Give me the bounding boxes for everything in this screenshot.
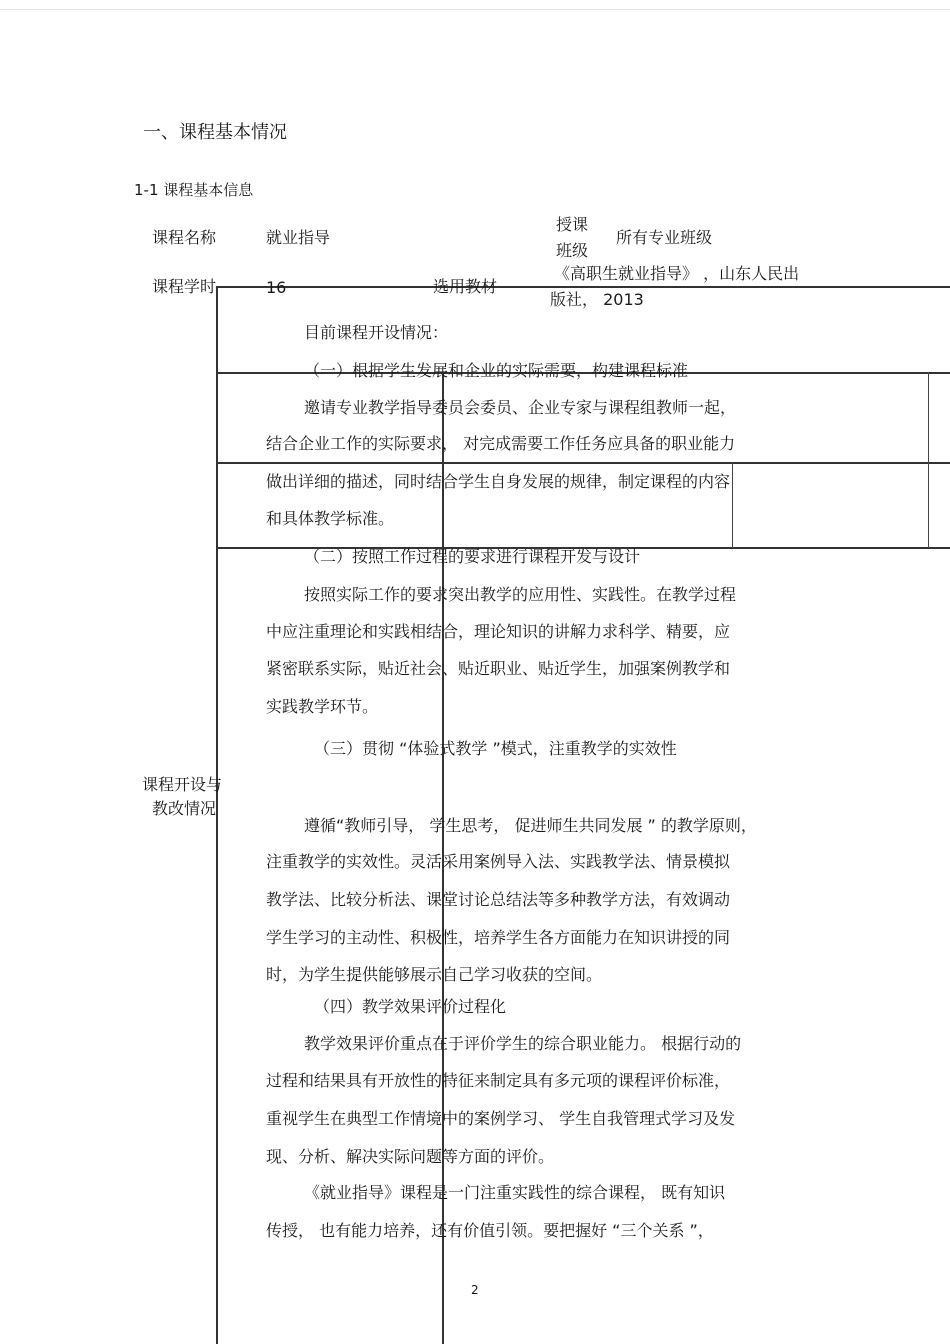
- body-line: 传授， 也有能力培养，还有价值引领。要把握好 “三个关系 ”，: [266, 1221, 714, 1240]
- textbook-label: 选用教材: [433, 277, 498, 296]
- page-number: 2: [471, 1283, 479, 1297]
- class-value: 所有专业班级: [616, 228, 713, 247]
- body-line: 注重教学的实效性。灵活采用案例导入法、实践教学法、情景模拟: [266, 852, 731, 871]
- body-line: 《就业指导》课程是一门注重实践性的综合课程， 既有知识: [304, 1183, 726, 1202]
- course-name-label: 课程名称: [152, 228, 217, 247]
- body-line: 按照实际工作的要求突出教学的应用性、实践性。在教学过程: [304, 585, 737, 604]
- body-line: 和具体教学标准。: [266, 509, 395, 528]
- body-line: 重视学生在典型工作情境中的案例学习、 学生自我管理式学习及发: [266, 1109, 736, 1128]
- reform-label-line2: 教改情况: [152, 799, 217, 818]
- body-line: 学生学习的主动性、积极性，培养学生各方面能力在知识讲授的同: [266, 928, 731, 947]
- body-line: 中应注重理论和实践相结合，理论知识的讲解力求科学、精要，应: [266, 622, 731, 641]
- body-line: 过程和结果具有开放性的特征来制定具有多元项的课程评价标准，: [266, 1071, 731, 1090]
- hours-value: 16: [266, 278, 287, 297]
- class-label-line1: 授课: [556, 215, 589, 234]
- hours-label: 课程学时: [152, 277, 217, 296]
- reform-label-line1: 课程开设与: [142, 775, 223, 794]
- textbook-value-line2: 版社， 2013: [550, 290, 644, 309]
- body-line: 结合企业工作的实际要求， 对完成需要工作任务应具备的职业能力: [266, 434, 736, 453]
- body-heading: （一）根据学生发展和企业的实际需要，构建课程标准: [304, 361, 689, 380]
- textbook-value-line1: 《高职生就业指导》 ，山东人民出: [554, 264, 800, 283]
- body-line: 教学法、比较分析法、课堂讨论总结法等多种教学方法，有效调动: [266, 890, 731, 909]
- section-title: 一、课程基本情况: [143, 122, 287, 143]
- body-line: 目前课程开设情况：: [304, 323, 449, 342]
- body-line: 时，为学生提供能够展示自己学习收获的空间。: [266, 965, 603, 984]
- table-line-left: [216, 286, 218, 1344]
- body-heading: （三）贯彻 “体验式教学 ”模式，注重教学的实效性: [314, 739, 677, 758]
- table-line-inner-1: [732, 462, 733, 548]
- subsection-title: 1-1 课程基本信息: [134, 181, 254, 199]
- body-heading: （二）按照工作过程的要求进行课程开发与设计: [304, 547, 641, 566]
- class-label-line2: 班级: [556, 241, 589, 260]
- table-line-top: [216, 286, 950, 288]
- course-name-value: 就业指导: [266, 228, 331, 247]
- table-line-inner-2: [928, 372, 929, 548]
- body-line: 遵循“教师引导， 学生思考， 促进师生共同发展 ” 的教学原则，: [304, 816, 757, 835]
- body-heading: （四）教学效果评价过程化: [314, 997, 507, 1016]
- body-line: 现、分析、解决实际问题等方面的评价。: [266, 1147, 555, 1166]
- body-line: 做出详细的描述，同时结合学生自身发展的规律，制定课程的内容: [266, 472, 731, 491]
- body-line: 实践教学环节。: [266, 697, 379, 716]
- body-line: 邀请专业教学指导委员会委员、企业专家与课程组教师一起，: [304, 398, 737, 417]
- page-top-border: [0, 9, 950, 10]
- table-line-row2: [216, 462, 950, 464]
- body-line: 教学效果评价重点在于评价学生的综合职业能力。 根据行动的: [304, 1034, 742, 1053]
- body-line: 紧密联系实际，贴近社会、贴近职业、贴近学生，加强案例教学和: [266, 659, 731, 678]
